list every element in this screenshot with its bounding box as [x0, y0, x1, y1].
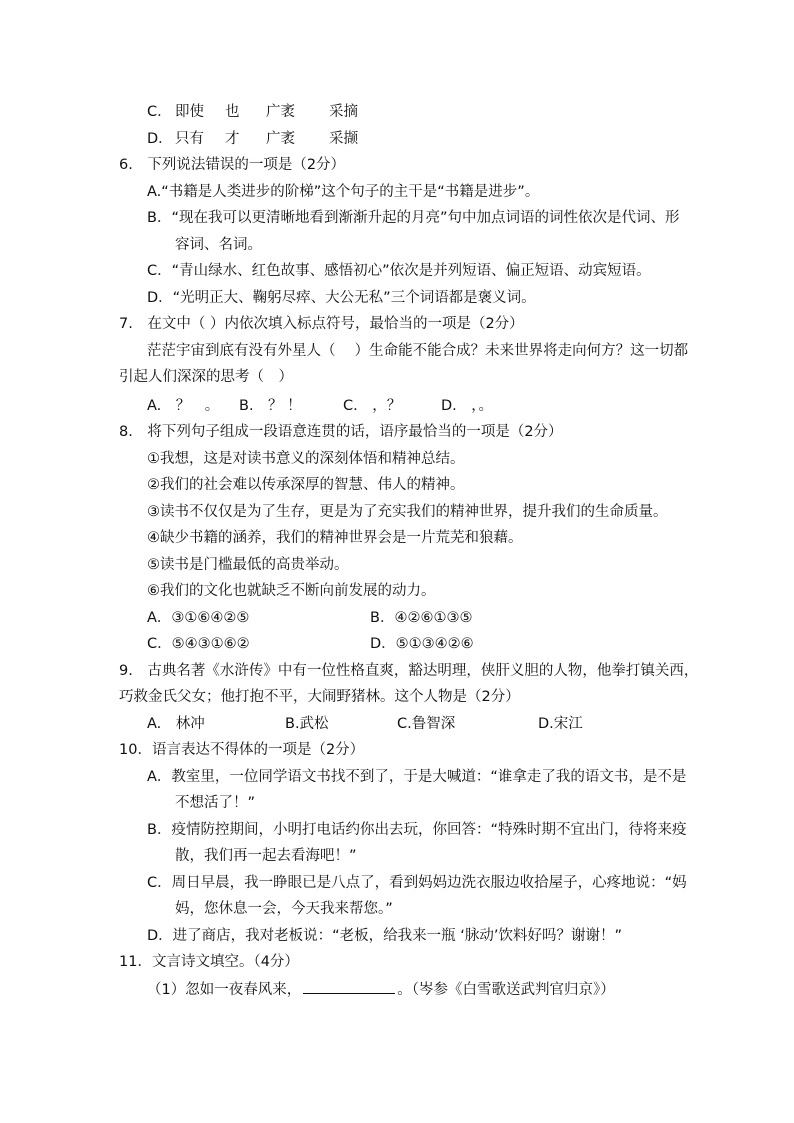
q8-option-b: B．④②⑥①③⑤	[370, 610, 473, 626]
word-1: 只有	[175, 131, 204, 147]
word-4: 采摘	[329, 104, 358, 120]
q10-option-a-line2: 不想活了！”	[175, 795, 256, 811]
q8-option-d: D．⑤①③④②⑥	[370, 636, 474, 652]
word-1: 即使	[175, 104, 204, 120]
q9-option-d: D.宋江	[538, 716, 583, 732]
q10-option-d: D．进了商店，我对老板说：“老板，给我来一瓶 ‘脉动’饮料好吗？谢谢！”	[147, 928, 623, 944]
q7-stem: 7. 在文中（ ）内依次填入标点符号，最恰当的一项是（2分）	[119, 316, 524, 332]
q10-option-a-line1: A．教室里，一位同学语文书找不到了，于是大喊道：“谁拿走了我的语文书，是不是	[147, 769, 687, 785]
word-2: 也	[225, 104, 240, 120]
q6-option-b-line2: 容词、名词。	[175, 237, 262, 253]
q11-item-1-suffix: 。（岑参《白雪歌送武判官归京》）	[397, 982, 615, 998]
q8-sentence-6: ⑥我们的文化也就缺乏不断向前发展的动力。	[147, 583, 436, 599]
q8-sentence-4: ④缺少书籍的涵养，我们的精神世界会是一片荒芜和狼藉。	[147, 530, 523, 546]
q9-stem-line2: 巧救金氏父女；他打抱不平，大闹野猪林。这个人物是（2分）	[119, 689, 520, 705]
q8-option-c: C．⑤④③①⑥②	[147, 636, 250, 652]
q9-option-b: B.武松	[285, 716, 329, 732]
q10-option-c-line1: C．周日早晨，我一睁眼已是八点了，看到妈妈边洗衣服边收拾屋子，心疼地说：“妈	[147, 875, 687, 891]
q6-option-a: A.“书籍是人类进步的阶梯”这个句子的主干是“书籍是进步”。	[147, 184, 540, 200]
q8-sentence-1: ①我想，这是对读书意义的深刻体悟和精神总结。	[147, 451, 465, 467]
q10-option-b-line1: B．疫情防控期间，小明打电话约你出去玩，你回答：“特殊时期不宜出门，待将来疫	[147, 822, 687, 838]
answer-blank[interactable]	[303, 979, 395, 994]
q7-option-c: C. ，？	[343, 398, 402, 414]
q6-option-d: D．“光明正大、鞠躬尽瘁、大公无私”三个词语都是褒义词。	[147, 290, 536, 306]
word-3: 广袤	[266, 104, 295, 120]
option-label: D．	[147, 131, 173, 147]
q6-option-c: C．“青山绿水、红色故事、感悟初心”依次是并列短语、偏正短语、动宾短语。	[147, 263, 651, 279]
q7-option-d: D. ，。	[441, 398, 494, 414]
q11-item-1-prefix: （1）忽如一夜春风来，	[147, 982, 302, 998]
q8-stem: 8. 将下列句子组成一段语意连贯的话，语序最恰当的一项是（2分）	[119, 424, 563, 440]
word-4: 采撷	[329, 131, 358, 147]
q5-option-d	[147, 129, 358, 149]
option-label: C．	[147, 104, 172, 120]
q9-stem-line1: 9. 古典名著《水浒传》中有一位性格直爽，豁达明理，侠肝义胆的人物，他拳打镇关西，	[119, 663, 699, 679]
q6-stem: 6. 下列说法错误的一项是（2分）	[119, 157, 346, 173]
q8-sentence-2: ②我们的社会难以传承深厚的智慧、伟人的精神。	[147, 477, 465, 493]
word-3: 广袤	[266, 131, 295, 147]
q7-passage-line1: 茫茫宇宙到底有没有外星人（ ）生命能不能合成？未来世界将走向何方？这一切都	[147, 343, 689, 359]
word-2: 才	[225, 131, 240, 147]
q10-option-c-line2: 妈，您休息一会，今天我来帮您。”	[175, 901, 393, 917]
q10-stem: 10．语言表达不得体的一项是（2分）	[119, 742, 365, 758]
q11-stem: 11．文言诗文填空。（4分）	[119, 954, 299, 970]
q8-sentence-5: ⑤读书是门槛最低的高贵举动。	[147, 557, 349, 573]
q6-option-b-line1: B．“现在我可以更清晰地看到渐渐升起的月亮”句中加点词语的词性依次是代词、形	[147, 210, 680, 226]
q9-option-c: C.鲁智深	[397, 716, 456, 732]
q7-option-a: A. ？ 。	[147, 398, 220, 414]
q8-option-a: A．③①⑥④②⑤	[147, 610, 250, 626]
q5-option-c	[147, 102, 358, 122]
q9-option-a: A. 林冲	[147, 716, 205, 732]
q11-item-1	[147, 979, 615, 1000]
q7-option-b: B. ？ ！	[239, 398, 302, 414]
q8-sentence-3: ③读书不仅仅是为了生存，更是为了充实我们的精神世界，提升我们的生命质量。	[147, 504, 668, 520]
q7-passage-line2: 引起人们深深的思考（ ）	[119, 369, 293, 385]
q10-option-b-line2: 散，我们再一起去看海吧！”	[175, 848, 357, 864]
